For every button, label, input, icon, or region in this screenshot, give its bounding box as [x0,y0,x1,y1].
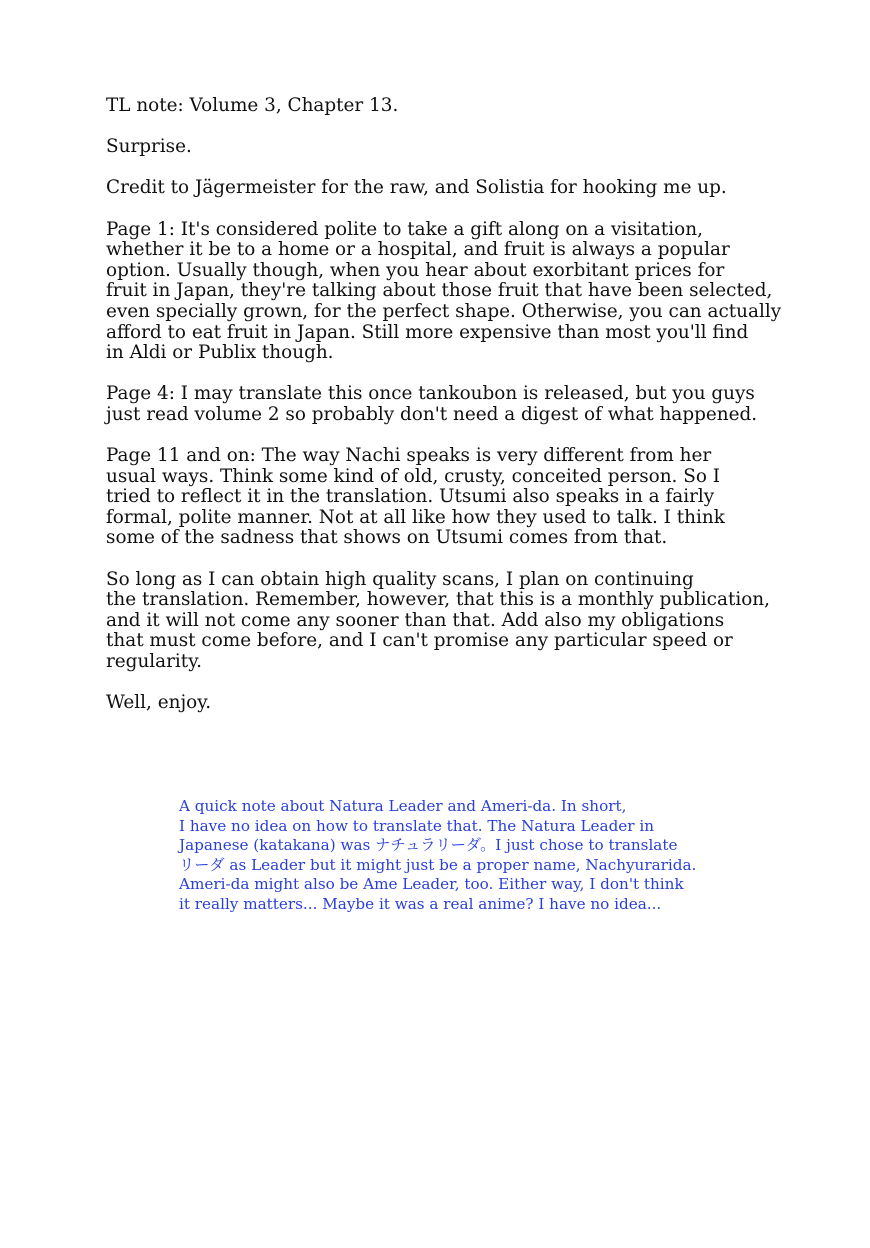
page11-paragraph [106,446,826,549]
note-line: Japanese (katakana) was ナチュラリーダ。I just chose to translate [179,836,678,854]
tl-note-heading [106,96,826,117]
note-line: it really matters... Maybe it was a real anime? I have no idea... [179,894,662,913]
text-line: So long as I can obtain high quality scans, I plan on continuing [106,568,694,590]
credit-line: Credit to Jägermeister for the raw, and Solistia for hooking me up. [106,177,727,199]
solong-paragraph [106,570,826,673]
note-line: I have no idea on how to translate that. The Natura Leader in [179,816,655,835]
note-line: A quick note about Natura Leader and Ameri-da. In short, [179,797,627,815]
main-translation-notes [106,96,826,734]
note-line: Ameri-da might also be Ame Leader, too. Either way, I don't think [179,875,684,893]
text-line: Page 4: I may translate this once tankoubon is released, but you guys [106,383,755,405]
text-line: fruit in Japan, they're talking about those fruit that have been selected, [106,280,773,302]
text-line: whether it be to a home or a hospital, and fruit is always a popular [106,239,730,261]
text-line: in Aldi or Publix though. [106,342,334,364]
text-line: the translation. Remember, however, that this is a monthly publication, [106,589,770,611]
text-line: some of the sadness that shows on Utsumi comes from that. [106,527,668,549]
text-line: formal, polite manner. Not at all like how they used to talk. I think [106,506,725,528]
closing-line: Well, enjoy. [106,692,212,714]
text-line: just read volume 2 so probably don't need a digest of what happened. [106,403,758,425]
text-line: regularity. [106,651,202,673]
credit-paragraph [106,178,826,199]
text-line: even specially grown, for the perfect shape. Otherwise, you can actually [106,300,782,322]
page1-paragraph [106,220,826,364]
text-line: and it will not come any sooner than that. Add also my obligations [106,609,725,631]
surprise-line: Surprise. [106,136,192,158]
tl-note-line: TL note: Volume 3, Chapter 13. [106,95,399,116]
text-line: usual ways. Think some kind of old, crusty, conceited person. So I [106,465,721,487]
text-line: Page 11 and on: The way Nachi speaks is very different from her [106,445,712,467]
closing-paragraph [106,693,826,714]
text-line: option. Usually though, when you hear about exorbitant prices for [106,259,725,281]
page4-paragraph [106,384,826,425]
text-line: Page 1: It's considered polite to take a gift along on a visitation, [106,218,703,240]
note-line: リーダ as Leader but it might just be a proper name, Nachyurarida. [179,855,697,874]
text-line: that must come before, and I can't promise any particular speed or [106,630,733,652]
text-line: afford to eat fruit in Japan. Still more expensive than most you'll find [106,321,749,343]
text-line: tried to reflect it in the translation. Utsumi also speaks in a fairly [106,486,715,508]
surprise-paragraph [106,137,826,158]
blue-translator-note [179,797,739,914]
